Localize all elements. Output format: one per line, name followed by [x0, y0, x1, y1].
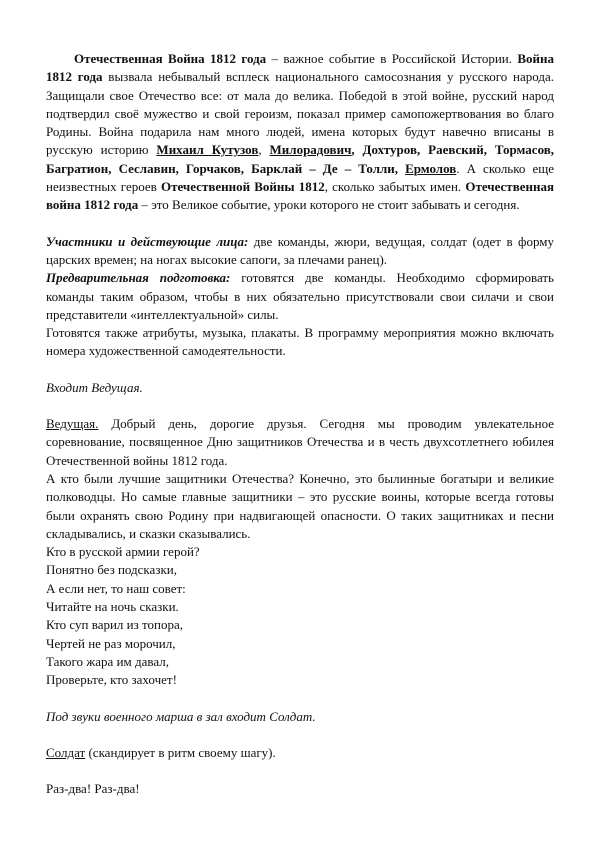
intro-bold-3: Отечественной Войны 1812 — [160, 179, 325, 195]
host-speech-2: А кто были лучшие защитники Отечества? Конечно, это былинные богатыри и великие полководцы. Но самые главные защитники – это русские воины, которые всегда готовы были охранять свою Родину при надвигающей опасности. О таких защитниках и песни складывались, и сказки сказывались. — [46, 470, 554, 541]
intro-text-2: вызвала небывалый всплеск национального самосознания у русского народа. Защищали свое Отечество все: от мала до велика. Победой в этой войне, русский народ подтвердил своё мужество и свой героизм, показал пример самопожертвования во благо Родины. Война подарила нам много людей, имена которых будут навечно вписаны в русскую историю — [46, 69, 554, 158]
participants-label: Участники и действующие лица: — [46, 233, 249, 249]
host-speech — [46, 415, 554, 470]
stage-direction-soldier — [46, 708, 554, 726]
intro-bold-1: Отечественная Война 1812 года — [74, 51, 267, 66]
intro-text-1: – важное событие в Российской Истории. — [266, 51, 512, 66]
stage-direction-soldier-text: Под звуки военного марша в зал входит Солдат. — [46, 708, 316, 724]
poem-line: Такого жара им давал, — [46, 653, 169, 669]
poem-line: Чертей не раз морочил, — [46, 635, 176, 651]
preparation-paragraph — [46, 269, 554, 324]
preparation-paragraph-2: Готовятся также атрибуты, музыка, плакаты. В программу мероприятия можно включать номера художественной самодеятельности. — [46, 325, 554, 359]
preparation-label: Предварительная подготовка: — [46, 270, 231, 286]
intro-bold-4: Отечественная война 1812 года — [46, 179, 554, 213]
poem-line: Проверьте, кто захочет! — [46, 672, 177, 688]
intro-text-5: – это Великое событие, уроки которого не стоит забывать и сегодня. — [138, 197, 520, 213]
hero-name-ermolov: Ермолов — [405, 160, 457, 176]
participants-paragraph — [46, 233, 554, 270]
hero-name-kutuzov: Михаил Кутузов — [156, 142, 259, 158]
hero-names-list: , Дохтуров, Раевский, Тормасов, Багратион, Сеславин, Горчаков, Барклай – Де – Толли, — [46, 142, 555, 176]
intro-text-4: , сколько забытых имен. — [324, 179, 466, 195]
host-label: Ведущая. — [46, 416, 99, 432]
intro-text-3: . А сколько еще неизвестных героев — [46, 160, 554, 195]
poem-line: Понятно без подсказки, — [46, 562, 177, 578]
poem-line: Кто суп варил из топора, — [46, 617, 184, 633]
preparation-text: готовятся две команды. Необходимо сформировать команды таким образом, чтобы в них обязательно присутствовали свои силачи и свои представители «интеллектуальной» силы. — [46, 270, 554, 322]
intro-sep: , — [258, 142, 270, 158]
intro-bold-2: Война 1812 года — [46, 51, 554, 85]
poem — [46, 543, 554, 689]
intro-paragraph — [46, 50, 554, 215]
host-text: Добрый день, дорогие друзья. Сегодня мы проводим увлекательное соревнование, посвященное Дню защитников Отечества и в честь двухсотлетнего юбилея Отечественной войны 1812 года. — [46, 416, 554, 468]
poem-line: Читайте на ночь сказки. — [46, 599, 179, 615]
stage-direction-host — [46, 379, 554, 397]
document-page — [46, 50, 554, 798]
stage-direction-host-text: Входит Ведущая. — [46, 379, 143, 395]
hero-name-miloradovich: Милорадович — [269, 142, 352, 158]
participants-text: две команды, жюри, ведущая, солдат (одет в форму царских времен; на ногах высокие сапоги, за плечами ранец). — [46, 233, 555, 267]
soldier-text: (скандирует в ритм своему шагу). — [85, 744, 276, 760]
poem-line: Кто в русской армии герой? — [46, 544, 200, 560]
soldier-speech — [46, 744, 554, 762]
soldier-label: Солдат — [46, 744, 86, 760]
poem-line: А если нет, то наш совет: — [46, 580, 186, 596]
soldier-chant: Раз-два! Раз-два! — [46, 781, 140, 797]
